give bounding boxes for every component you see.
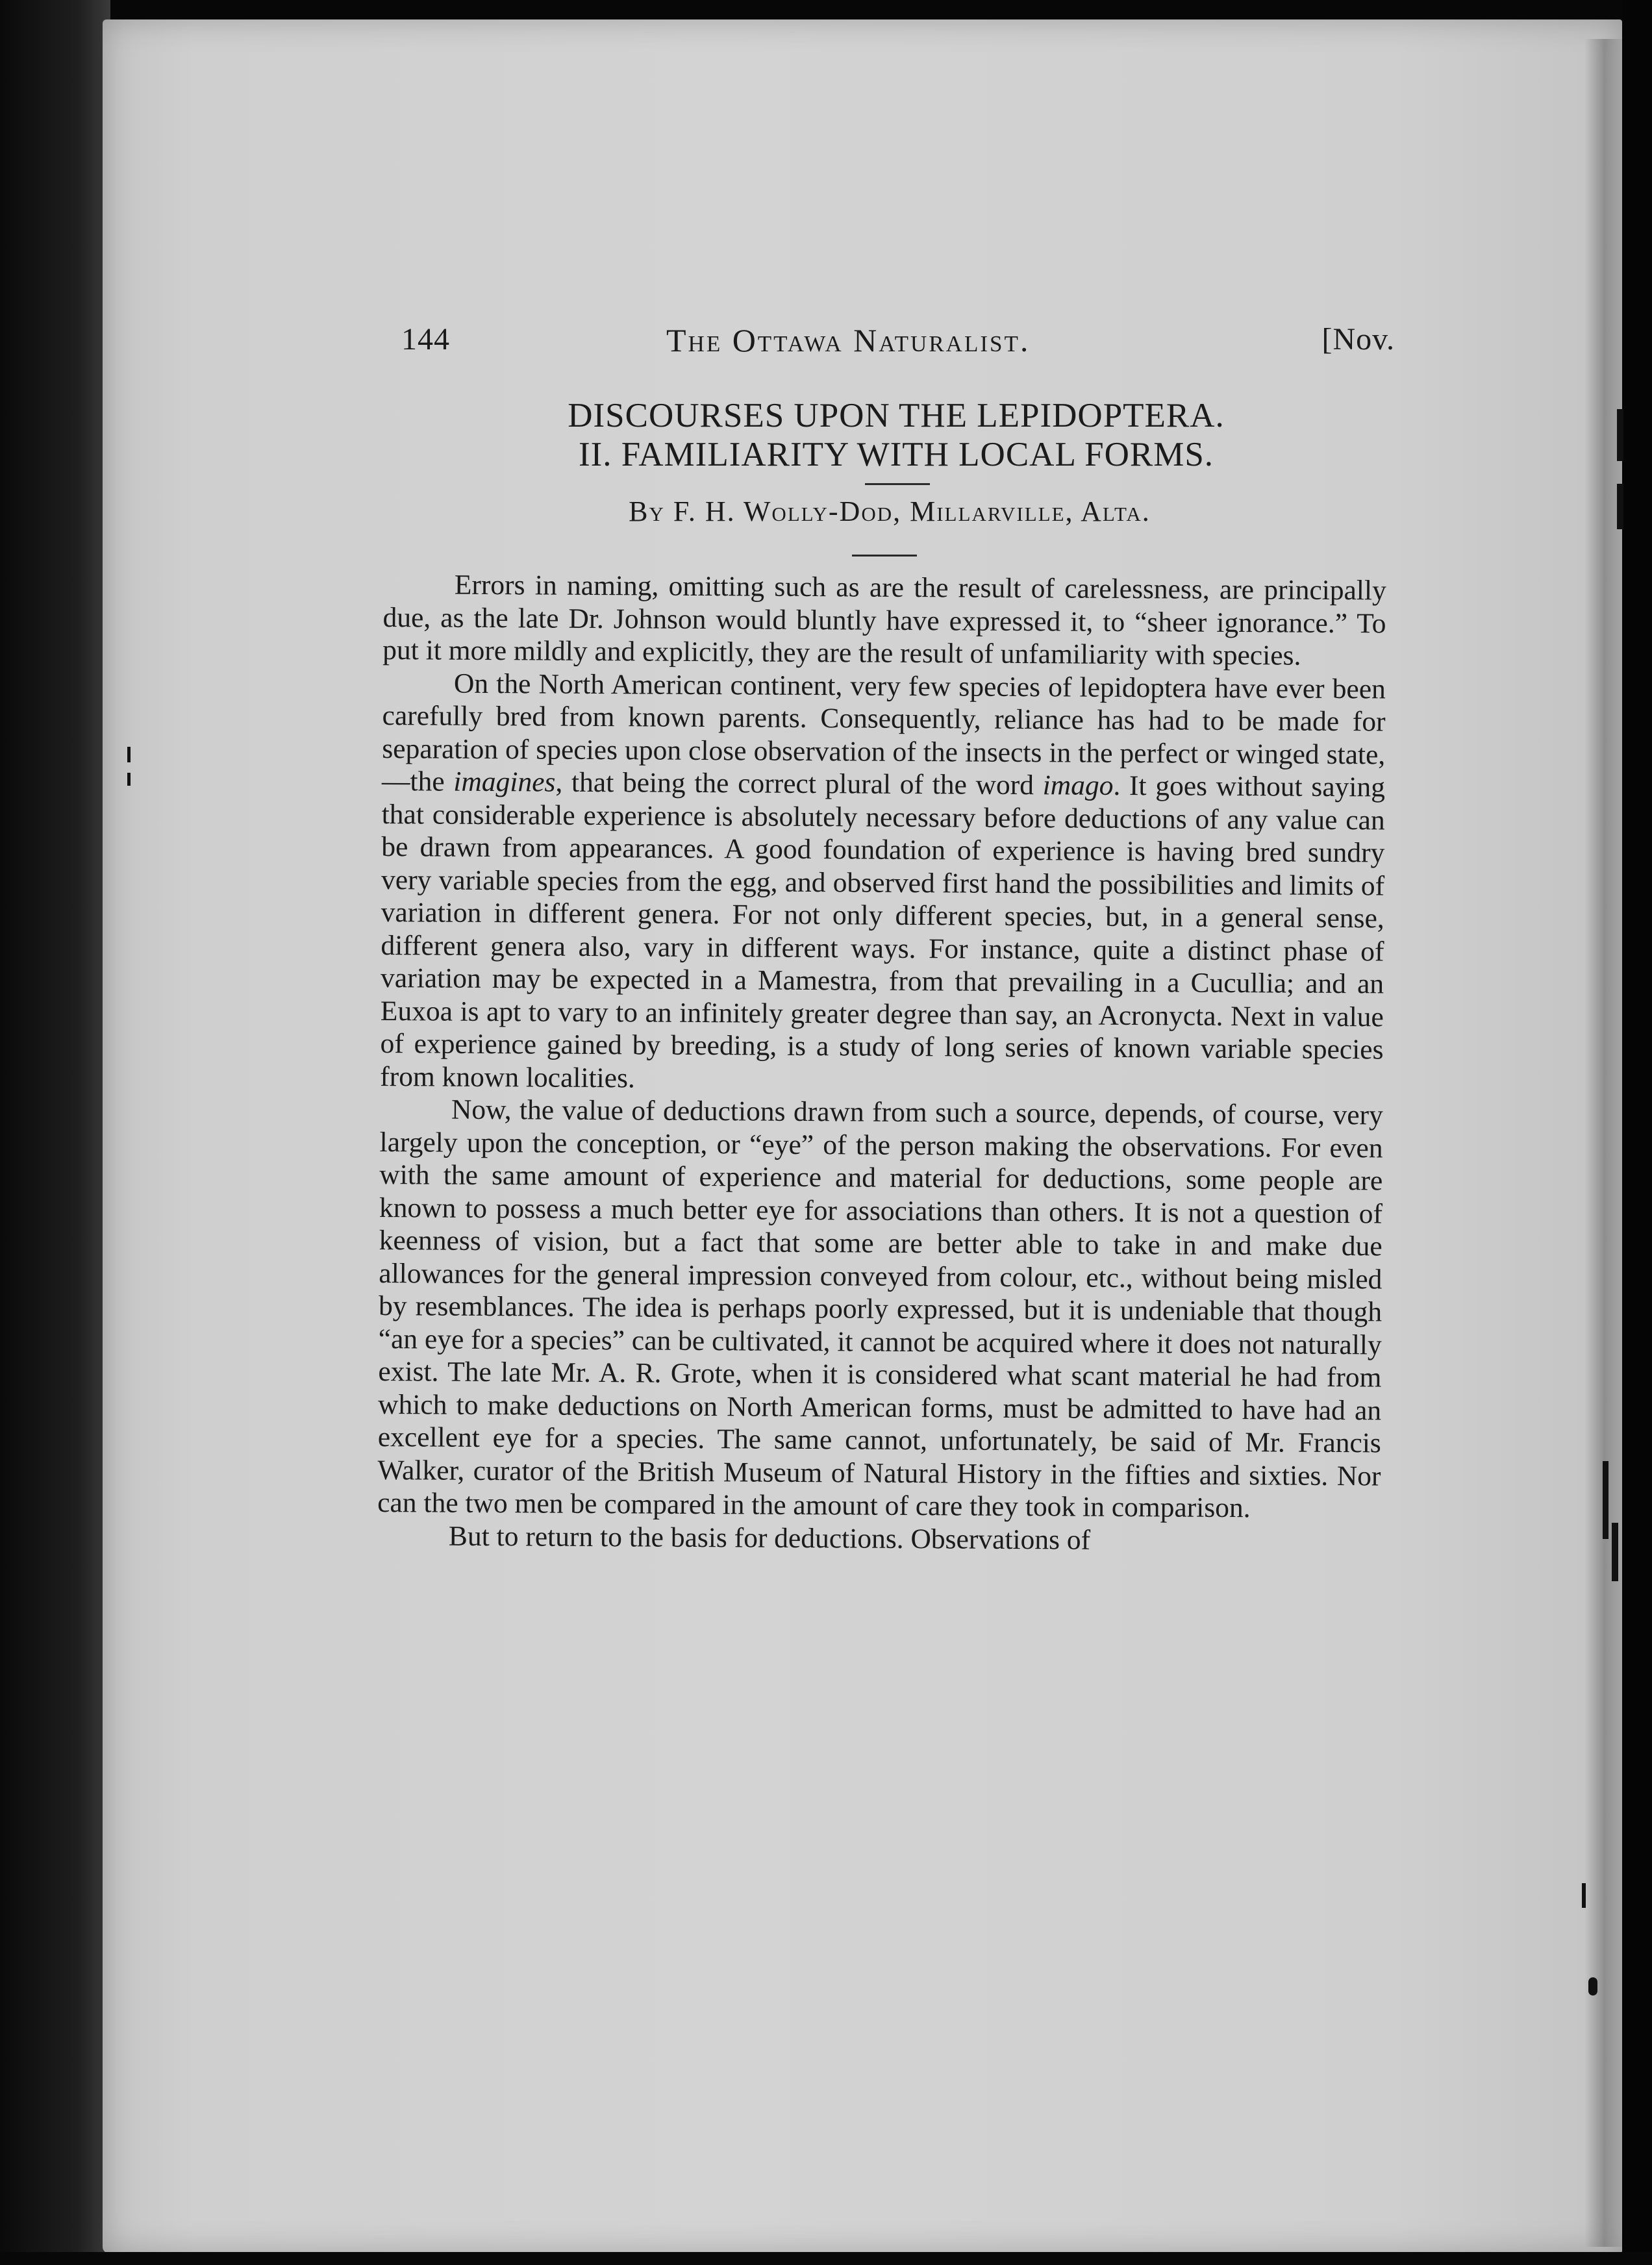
paragraph-text: Errors in naming, omitting such as are the result of carelessness, are principally due, as the late Dr. Johnson would bluntly have expressed it, to “sheer ignorance.” To put it more mildly and explicitly, they are the result of unfamiliarity with species. xyxy=(382,569,1386,671)
bleed-mark xyxy=(127,747,131,762)
italic-term: imagines xyxy=(453,766,556,798)
paragraph xyxy=(377,1093,1383,1525)
article-body xyxy=(377,568,1386,1558)
paragraph-text: On the North American continent, very few species of lepidoptera have ever been carefully bred from known parents. Consequently, reliance has had to be made for separation of species upon close observation of the insects in the perfect or winged state,—the imagines, that being the correct plural of the word imago. It goes without saying that considerable experience is absolutely necessary before deductions of any value can be drawn from appearances. A good foundation of experience is having bred sundry very variable species from the egg, and observed first hand the possibilities and limits of variation in different genera. For not only different species, but, in a general sense, different genera also, vary in different ways. For instance, quite a distinct phase of variation may be expected in a Mamestra, from that prevailing in a Cucullia; and an Euxoa is apt to vary to an infinitely greater degree than say, an Acronycta. Next in value of experience gained by breeding, is a study of long series of known variable species from known localities. xyxy=(380,668,1386,1094)
paragraph xyxy=(380,666,1386,1099)
title-divider xyxy=(865,483,930,485)
scan-right-edge xyxy=(1622,0,1652,2265)
article-byline: By F. H. Wolly-Dod, Millarville, Alta. xyxy=(629,495,1151,527)
paragraph-text: Now, the value of deductions drawn from such a source, depends, of course, very largely upon the conception, or “eye” of the person making the observations. For even with the same amount of experience and material for deductions, some people are known to possess a much better eye for associations than others. It is not a question of keenness of vision, but a fact that some are better able to take in and make due allowances for the general impression conveyed from colour, etc., without being misled by resemblances. The idea is perhaps poorly expressed, but it is undeniable that though “an eye for a species” can be cultivated, it cannot be acquired where it does not naturally exist. The late Mr. A. R. Grote, when it is considered what scant material he had from which to make deductions on North American forms, must be admitted to have had an excellent eye for a species. The same cannot, unfortunately, be said of Mr. Francis Walker, curator of the British Museum of Natural History in the fifties and sixties. Nor can the two men be compared in the amount of care they took in comparison. xyxy=(377,1094,1384,1524)
bleed-mark xyxy=(1617,409,1623,461)
italic-term: imago xyxy=(1042,770,1114,801)
article-title xyxy=(507,396,1286,474)
bleed-mark xyxy=(127,773,131,786)
scan-bottom-edge xyxy=(0,2252,1652,2265)
article-title-line-1: DISCOURSES UPON THE LEPIDOPTERA. xyxy=(568,397,1225,434)
issue-month: [Nov. xyxy=(1321,322,1395,357)
bleed-mark xyxy=(1617,484,1623,529)
paragraph xyxy=(377,1519,1381,1558)
page-gutter-shadow xyxy=(1584,39,1625,2247)
byline-divider xyxy=(852,555,917,557)
article-title-line-2: II. FAMILIARITY WITH LOCAL FORMS. xyxy=(578,436,1214,473)
journal-title: The Ottawa Naturalist. xyxy=(666,322,1031,358)
paragraph-text: But to return to the basis for deductions. Observations of xyxy=(448,1520,1091,1556)
bleed-mark xyxy=(1582,1883,1586,1908)
bleed-mark xyxy=(1588,1977,1597,1996)
bleed-mark xyxy=(1612,1523,1618,1581)
page-number: 144 xyxy=(401,322,450,357)
scan-left-margin xyxy=(0,0,110,2265)
bleed-mark xyxy=(1603,1461,1608,1539)
running-head xyxy=(401,321,1395,373)
paragraph xyxy=(382,568,1386,673)
